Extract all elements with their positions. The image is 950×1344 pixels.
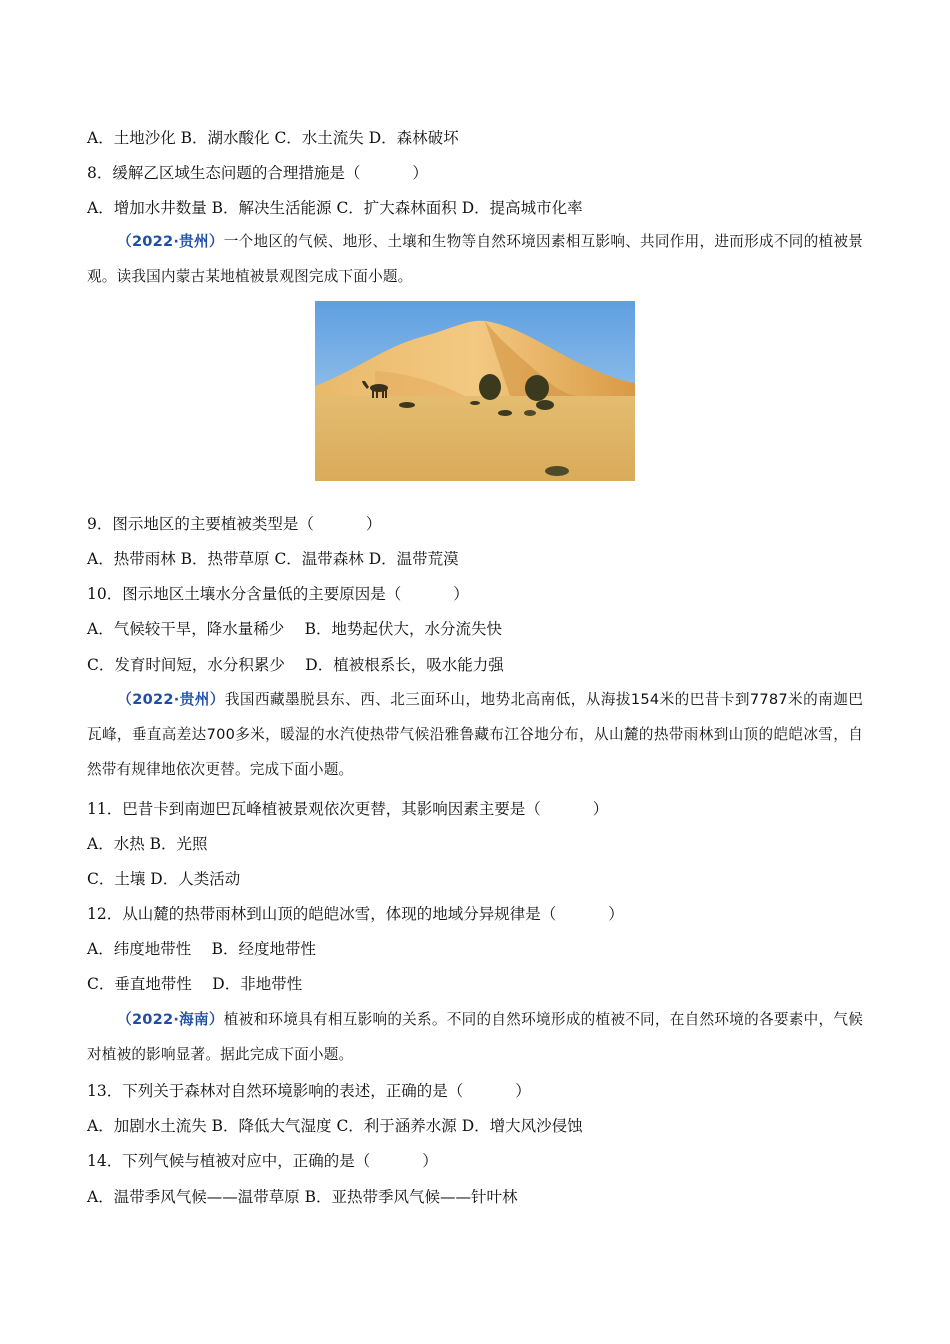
question-12: [87, 904, 867, 924]
question-10: [87, 584, 867, 604]
question-10-close: ）: [453, 585, 469, 603]
desert-landscape-image: [315, 301, 635, 481]
q9-options: A．热带雨林 B．热带草原 C．温带森林 D．温带荒漠: [87, 550, 459, 568]
passage-3: [87, 1002, 863, 1072]
question-9-text: 9．图示地区的主要植被类型是（: [87, 515, 314, 533]
passage-2: [87, 682, 863, 787]
question-11: [87, 799, 867, 819]
q7-options: A．土地沙化 B．湖水酸化 C．水土流失 D．森林破坏: [87, 129, 459, 147]
q13-options: A．加剧水土流失 B．降低大气湿度 C．利于涵养水源 D．增大风沙侵蚀: [87, 1117, 583, 1135]
question-8: [87, 163, 867, 183]
q12-options-cd: C．垂直地带性 D．非地带性: [87, 975, 303, 993]
question-13: [87, 1081, 867, 1101]
question-8-text: 8．缓解乙区域生态问题的合理措施是（: [87, 164, 361, 182]
question-12-text: 12．从山麓的热带雨林到山顶的皑皑冰雪，体现的地域分异规律是（: [87, 905, 557, 923]
q11-options-ab: A．水热 B．光照: [87, 835, 208, 853]
q10-options-ab: A．气候较干旱，降水量稀少 B．地势起伏大，水分流失快: [87, 620, 503, 638]
passage-1: [87, 224, 863, 294]
question-14: [87, 1151, 867, 1171]
question-11-close: ）: [592, 800, 609, 818]
q11-options-cd: C．土壤 D．人类活动: [87, 870, 241, 888]
question-14-close: ）: [422, 1152, 438, 1170]
question-8-close: ）: [412, 164, 428, 182]
question-13-close: ）: [515, 1082, 531, 1100]
q8-options: A．增加水井数量 B．解决生活能源 C．扩大森林面积 D．提高城市化率: [87, 199, 583, 217]
passage-2-source: （2022·贵州）: [117, 691, 225, 708]
q10-options-cd: C．发育时间短，水分积累少 D．植被根系长，吸水能力强: [87, 656, 504, 674]
q12-options-ab: A．纬度地带性 B．经度地带性: [87, 940, 317, 958]
question-9: [87, 514, 867, 534]
question-11-text: 11．巴昔卡到南迦巴瓦峰植被景观依次更替，其影响因素主要是（: [87, 800, 541, 818]
question-10-text: 10．图示地区土壤水分含量低的主要原因是（: [87, 585, 402, 603]
question-13-text: 13．下列关于森林对自然环境影响的表述，正确的是（: [87, 1082, 464, 1100]
passage-3-source: （2022·海南）: [117, 1011, 224, 1028]
question-12-close: ）: [608, 905, 624, 923]
q14-options: A．温带季风气候——温带草原 B．亚热带季风气候——针叶林: [87, 1188, 518, 1206]
passage-1-source: （2022·贵州）: [117, 233, 224, 250]
passage-1-text: 一个地区的气候、地形、土壤和生物等自然环境因素相互影响、共同作用，进而形成不同的植被景观。读我国内蒙古某地植被景观图完成下面小题。: [87, 233, 863, 285]
passage-2-text: 我国西藏墨脱县东、西、北三面环山，地势北高南低，从海拔154米的巴昔卡到7787米的南迦巴瓦峰，垂直高差达700多米，暖湿的水汽使热带气候沿雅鲁藏布江谷地分布，从山麓的热带雨林到山顶的皑皑冰雪，自然带有规律地依次更替。完成下面小题。: [87, 691, 864, 778]
question-9-close: ）: [365, 515, 382, 533]
question-14-text: 14．下列气候与植被对应中，正确的是（: [87, 1152, 371, 1170]
passage-3-text: 植被和环境具有相互影响的关系。不同的自然环境形成的植被不同，在自然环境的各要素中，气候对植被的影响显著。据此完成下面小题。: [87, 1011, 863, 1063]
